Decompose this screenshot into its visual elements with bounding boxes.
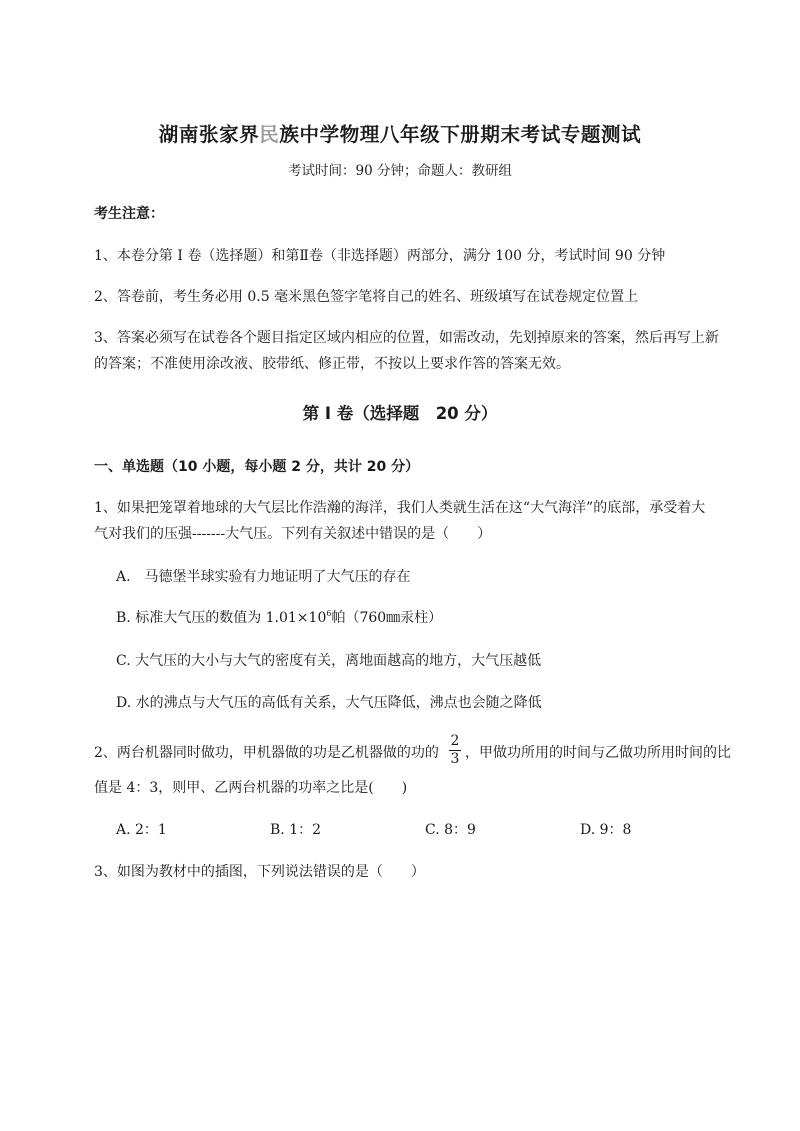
- q2-fraction: [448, 733, 462, 768]
- q1-stem-line-1: 1、如果把笼罩着地球的大气层比作浩瀚的海洋，我们人类就生活在这“大气海洋”的底部，承受着大: [94, 500, 706, 516]
- fraction-denominator: 3: [450, 751, 460, 768]
- q2-option-d: D. 9：8: [580, 822, 632, 838]
- part-heading: 一、单选题（10 小题，每小题 2 分，共计 20 分）: [94, 459, 420, 475]
- q1-option-b: B. 标准大气压的数值为 $1.01\times 10^6$帕（760㎜汞柱）: [116, 609, 443, 626]
- q2-stem-line-2: 值是 4：3，则甲、乙两台机器的功率之比是( ): [94, 780, 408, 796]
- q1-option-d: D. 水的沸点与大气压的高低有关系，大气压降低，沸点也会随之降低: [116, 695, 542, 711]
- notice-item-2: 2、答卷前，考生务必用 0.5 毫米黑色签字笔将自己的姓名、班级填写在试卷规定位置上: [94, 289, 639, 305]
- notice-heading: 考生注意：: [94, 206, 164, 222]
- q1-option-c: C. 大气压的大小与大气的密度有关，离地面越高的地方，大气压越低: [116, 653, 542, 669]
- exam-subtitle: 考试时间：90 分钟；命题人：教研组: [288, 163, 512, 179]
- exam-title: 湖南张家界民族中学物理八年级下册期末考试专题测试: [158, 123, 642, 146]
- notice-item-3-line-1: 3、答案必须写在试卷各个题目指定区域内相应的位置，如需改动，先划掉原来的答案，然后再写上新: [94, 330, 719, 346]
- q2-stem-line-1-post: ，甲做功所用的时间与乙做功所用时间的比: [465, 745, 731, 761]
- q2-option-b: B. 1：2: [270, 822, 322, 838]
- q2-option-c: C. 8：9: [425, 822, 476, 838]
- q1-option-a: A. 马德堡半球实验有力地证明了大气压的存在: [116, 569, 411, 585]
- notice-item-1: 1、本卷分第 I 卷（选择题）和第Ⅱ卷（非选择题）两部分，满分 100 分，考试时间 90 分钟: [94, 248, 666, 264]
- q1-stem-line-2: 气对我们的压强-------大气压。下列有关叙述中错误的是（ ）: [94, 526, 492, 542]
- q2-option-a: A. 2：1: [116, 822, 167, 838]
- q2-stem-line-1-pre: 2、两台机器同时做功，甲机器做的功是乙机器做的功的: [94, 745, 439, 761]
- q3-stem-line-1: 3、如图为教材中的插图，下列说法错误的是（ ）: [94, 864, 425, 880]
- title-highlight-char: 民: [259, 123, 280, 146]
- section-title: 第 I 卷（选择题 20 分）: [302, 404, 498, 423]
- notice-item-3-line-2: 的答案；不准使用涂改液、胶带纸、修正带，不按以上要求作答的答案无效。: [94, 356, 570, 372]
- fraction-numerator: 2: [450, 733, 460, 749]
